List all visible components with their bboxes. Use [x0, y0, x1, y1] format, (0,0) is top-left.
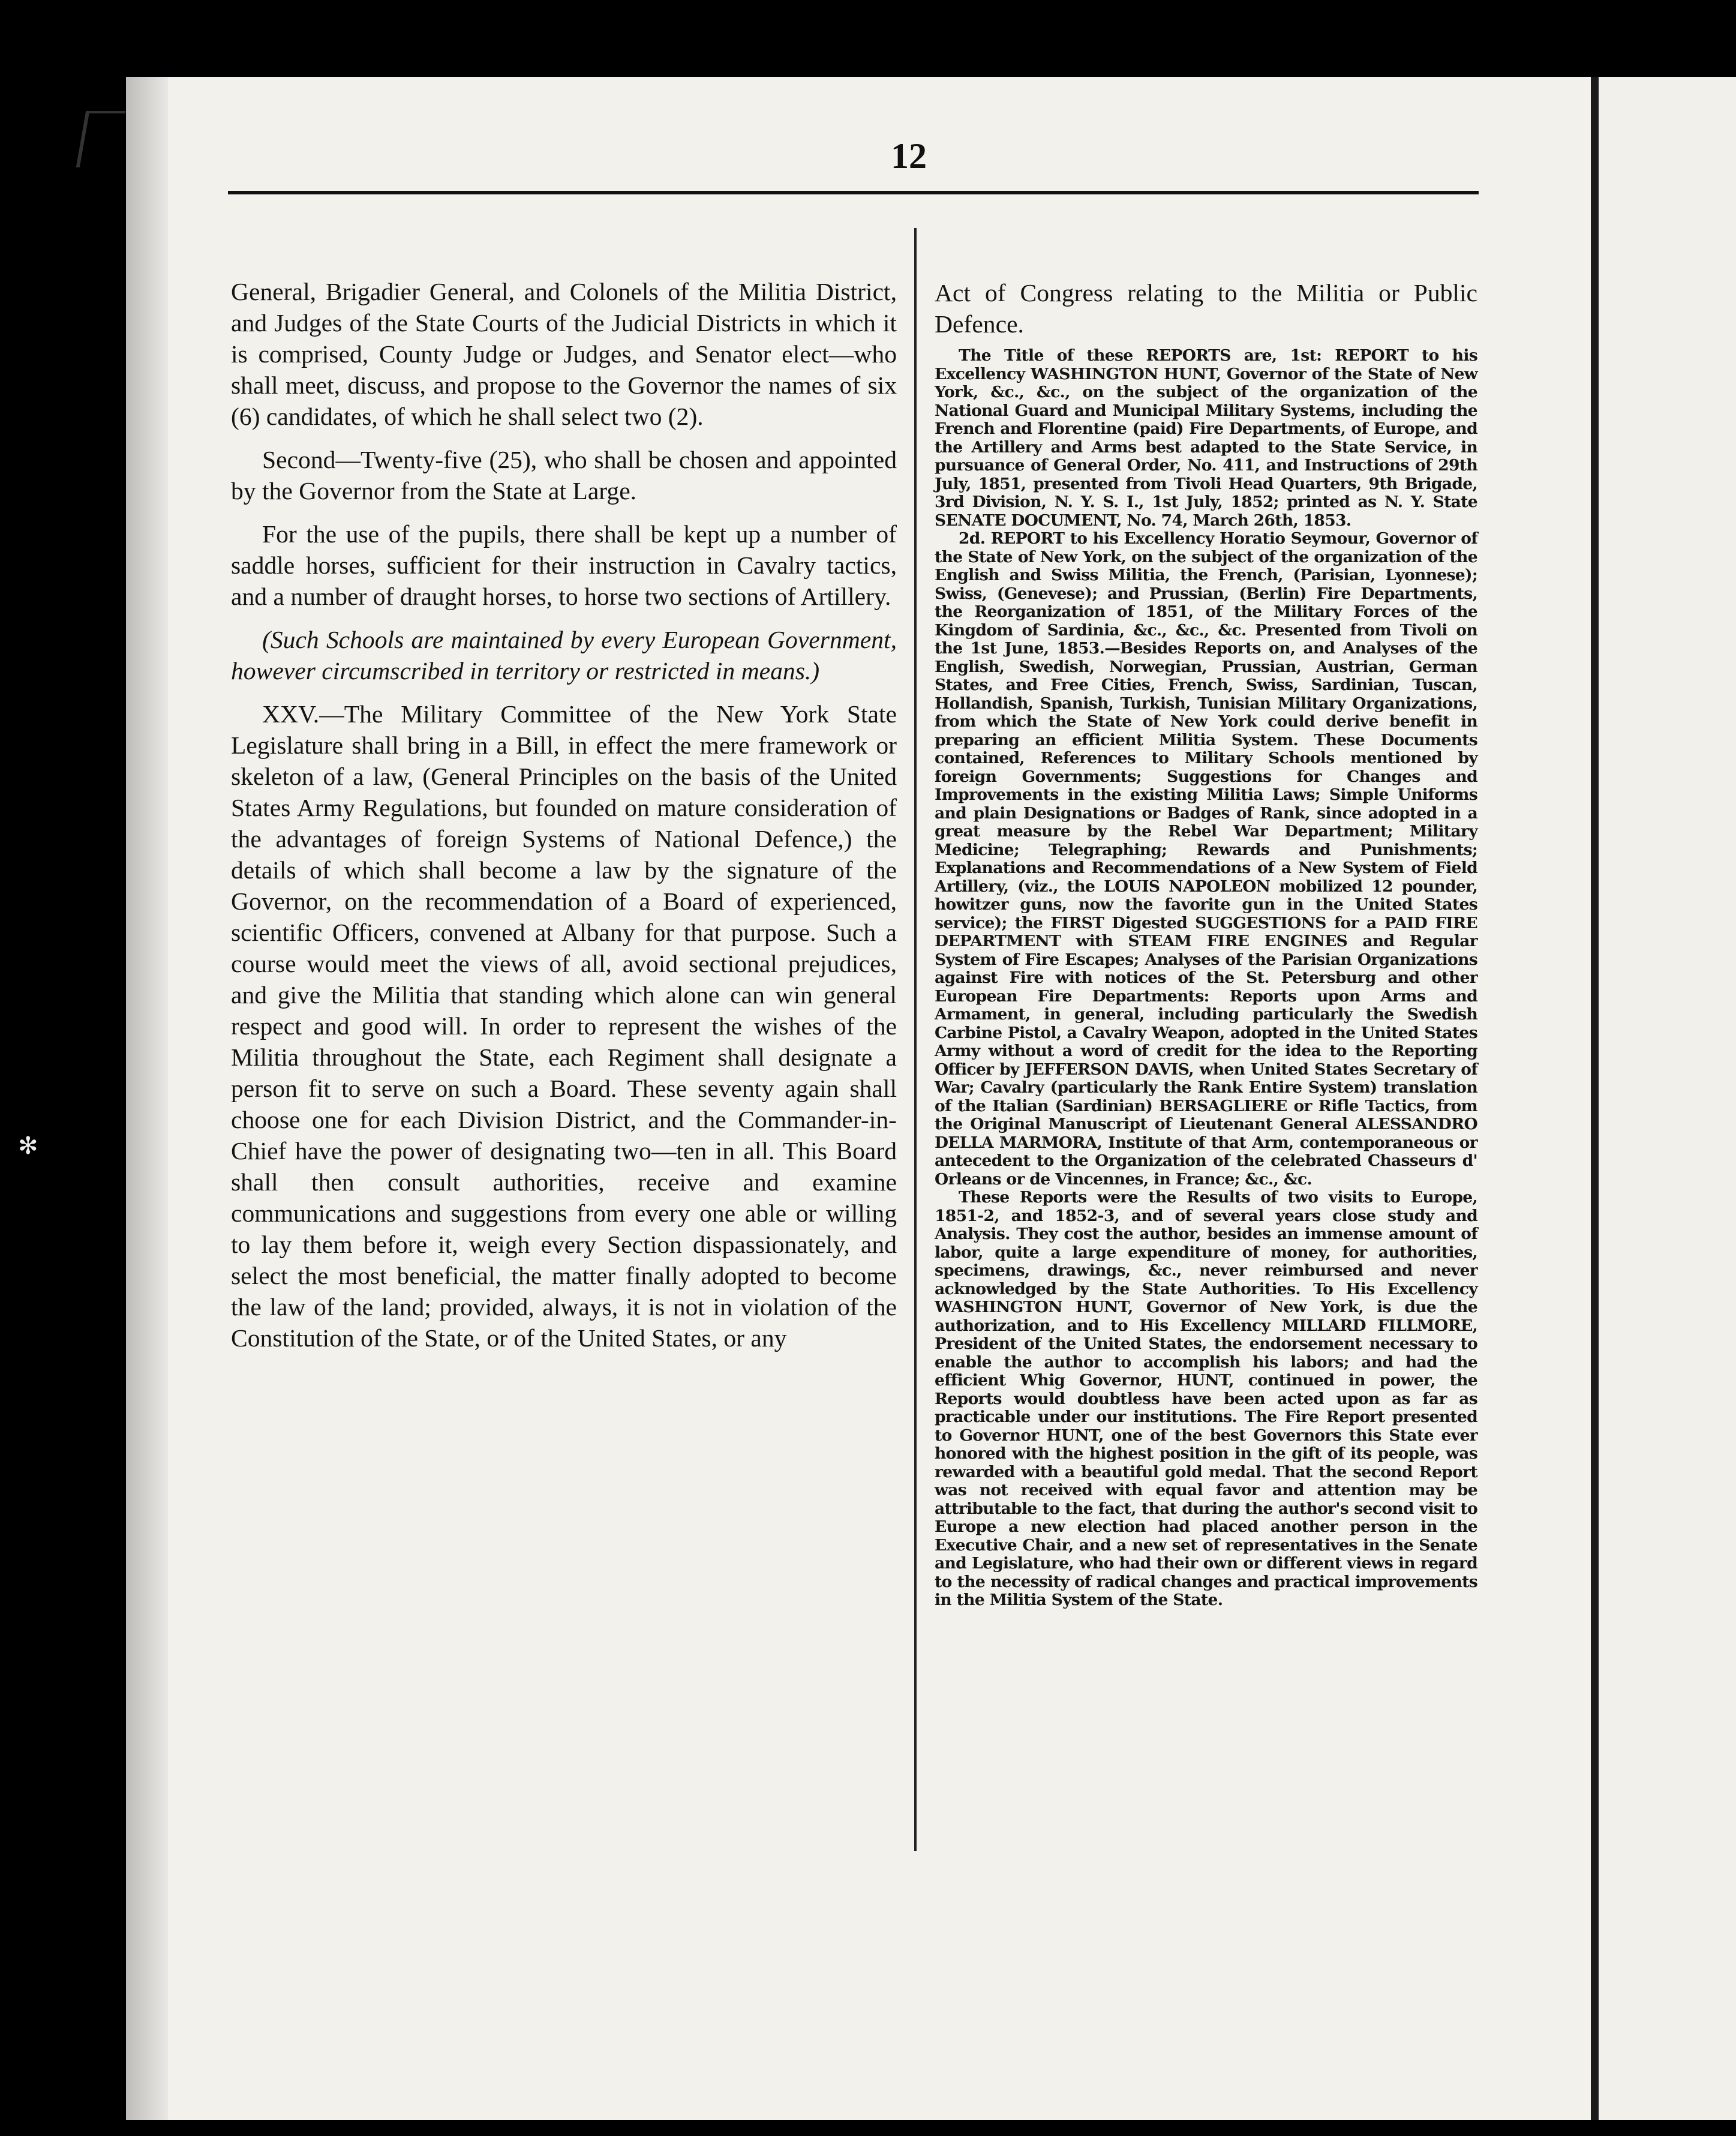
left-paragraph: For the use of the pupils, there shall be kept up a number of saddle horses, sufficient for their instruction in Cavalry tactics, and a number of draught horses, to horse two sections of Artillery. — [231, 520, 897, 610]
page-edge-shadow — [126, 77, 168, 2120]
right-paragraph: The Title of these REPORTS are, 1st: REPORT to his Excellency WASHINGTON HUNT, Governor of the State of New York, &c., &c., on the subject of the organization of the National Guard and Municipal Military Systems, including the French and Florentine (paid) Fire Departments, of Europe, and the Artillery and Arms best adapted to the State Service, in pursuance of General Order, No. 411, and Instructions of 29th July, 1851, presented from Tivoli Head Quarters, 9th Brigade, 3rd Division, N. Y. S. I., 1st July, 1852; printed as N. Y. State SENATE DOCUMENT, No. 74, March 26th, 1853. — [935, 346, 1477, 530]
page-gutter — [1591, 77, 1599, 2120]
column-divider — [914, 228, 917, 1851]
right-column-heading — [935, 277, 1477, 343]
header-rule — [228, 191, 1479, 194]
page-number: 12 — [891, 136, 927, 176]
right-paragraph: These Reports were the Results of two visits to Europe, 1851-2, and 1852-3, and of several years close study and Analysis. They cost the author, besides an immense amount of labor, quite a large expenditure of money, for authorities, specimens, drawings, &c., never reimbursed and never acknowledged by the State Authorities. To His Excellency WASHINGTON HUNT, Governor of New York, is due the authorization, and to His Excellency MILLARD FILLMORE, President of the United States, the endorsement necessary to enable the author to accomplish his labors; and had the efficient Whig Governor, HUNT, continued in power, the Reports would doubtless have been acted upon as far as practicable under our institutions. The Fire Report presented to Governor HUNT, one of the best Governors this State ever honored with the highest position in the gift of its people, was rewarded with a beautiful gold medal. That the second Report was not received with equal favor and attention may be attributable to the fact, that during the author's second visit to Europe a new election had placed another person in the Executive Chair, and a new set of representatives in the Senate and Legislature, who had their own or different views in regard to the necessity of radical changes and practical improvements in the Militia System of the State. — [935, 1188, 1477, 1609]
right-paragraph: 2d. REPORT to his Excellency Horatio Seymour, Governor of the State of New York, on the subject of the organization of the English and Swiss Militia, the French, (Parisian, Lyonnese); Swiss, (Genevese); and Prussian, (Berlin) Fire Departments, the Reorganization of 1851, of the Military Forces of the Kingdom of Sardinia, &c., &c., &c. Presented from Tivoli on the 1st June, 1853.—Besides Reports on, and Analyses of the English, Swedish, Norwegian, Prussian, Austrian, German States, and Free Cities, French, Swiss, Sardinian, Tuscan, Hollandish, Spanish, Turkish, Tunisian Military Organizations, from which the State of New York could derive benefit in preparing an efficient Militia System. These Documents contained, References to Military Schools mentioned by foreign Governments; Suggestions for Changes and Improvements in the existing Militia Laws; Simple Uniforms and plain Designations or Badges of Rank, since adopted in a great measure by the Rebel War Department; Military Medicine; Telegraphing; Rewards and Punishments; Explanations and Recommendations of a New System of Field Artillery, (viz., the LOUIS NAPOLEON mobilized 12 pounder, howitzer guns, now the favorite gun in the United States service); the FIRST Digested SUGGESTIONS for a PAID FIRE DEPARTMENT with STEAM FIRE ENGINES and Regular System of Fire Escapes; Analyses of the Parisian Organizations against Fire with notices of the St. Petersburg and other European Fire Departments: Reports upon Arms and Armament, in general, including particularly the Swedish Carbine Pistol, a Cavalry Weapon, adopted in the United States Army without a word of credit for the idea to the Reporting Officer by JEFFERSON DAVIS, when United States Secretary of War; Cavalry (particularly the Rank Entire System) translation of the Italian (Sardinian) BERSAGLIERE or Rifle Tactics, from the Original Manuscript of Lieutenant General ALESSANDRO DELLA MARMORA, Institute of that Arm, contemporaneous or antecedent to the Organization of the celebrated Chasseurs d' Orleans or de Vincennes, in France; &c., &c. — [935, 529, 1477, 1189]
right-heading-text: Act of Congress relating to the Militia or Public Defence. — [935, 279, 1477, 338]
left-paragraph: Second—Twenty-five (25), who shall be chosen and appointed by the Governor from the State at Large. — [231, 446, 897, 505]
adjacent-page — [1599, 77, 1736, 2120]
left-paragraph: General, Brigadier General, and Colonels of the Militia District, and Judges of the State Courts of the Judicial Districts in which it is comprised, County Judge or Judges, and Senator elect—who shall meet, discuss, and propose to the Governor the names of six (6) candidates, of which he shall select two (2). — [231, 278, 897, 430]
left-paragraph: XXV.—The Military Committee of the New York State Legislature shall bring in a Bill, in effect the mere framework or skeleton of a law, (General Principles on the basis of the United States Army Regulations, but founded on mature consideration of the advantages of foreign Systems of National Defence,) the details of which shall become a law by the signature of the Governor, on the recommendation of a Board of experienced, scientific Officers, convened at Albany for that purpose. Such a course would meet the views of all, avoid sectional prejudices, and give the Militia that standing which alone can win general respect and good will. In order to represent the wishes of the Militia throughout the State, each Regiment shall designate a person fit to serve on such a Board. These seventy again shall choose one for each Division District, and the Commander-in-Chief have the power of designating two—ten in all. This Board shall then consult authorities, receive and examine communications and suggestions from every one able or willing to lay them before it, weigh every Section dispassionately, and select the most beneficial, the matter finally adopted to become the law of the land; provided, always, it is not in violation of the Constitution of the State, or of the United States, or any — [231, 700, 897, 1352]
left-paragraph-note: (Such Schools are maintained by every European Government, however circumscribed in territory or restricted in means.) — [231, 626, 897, 685]
binding-mark — [76, 111, 126, 167]
margin-speck: ✻ — [18, 1132, 38, 1159]
right-column-footnote — [935, 347, 1477, 1847]
left-column — [231, 276, 897, 1860]
